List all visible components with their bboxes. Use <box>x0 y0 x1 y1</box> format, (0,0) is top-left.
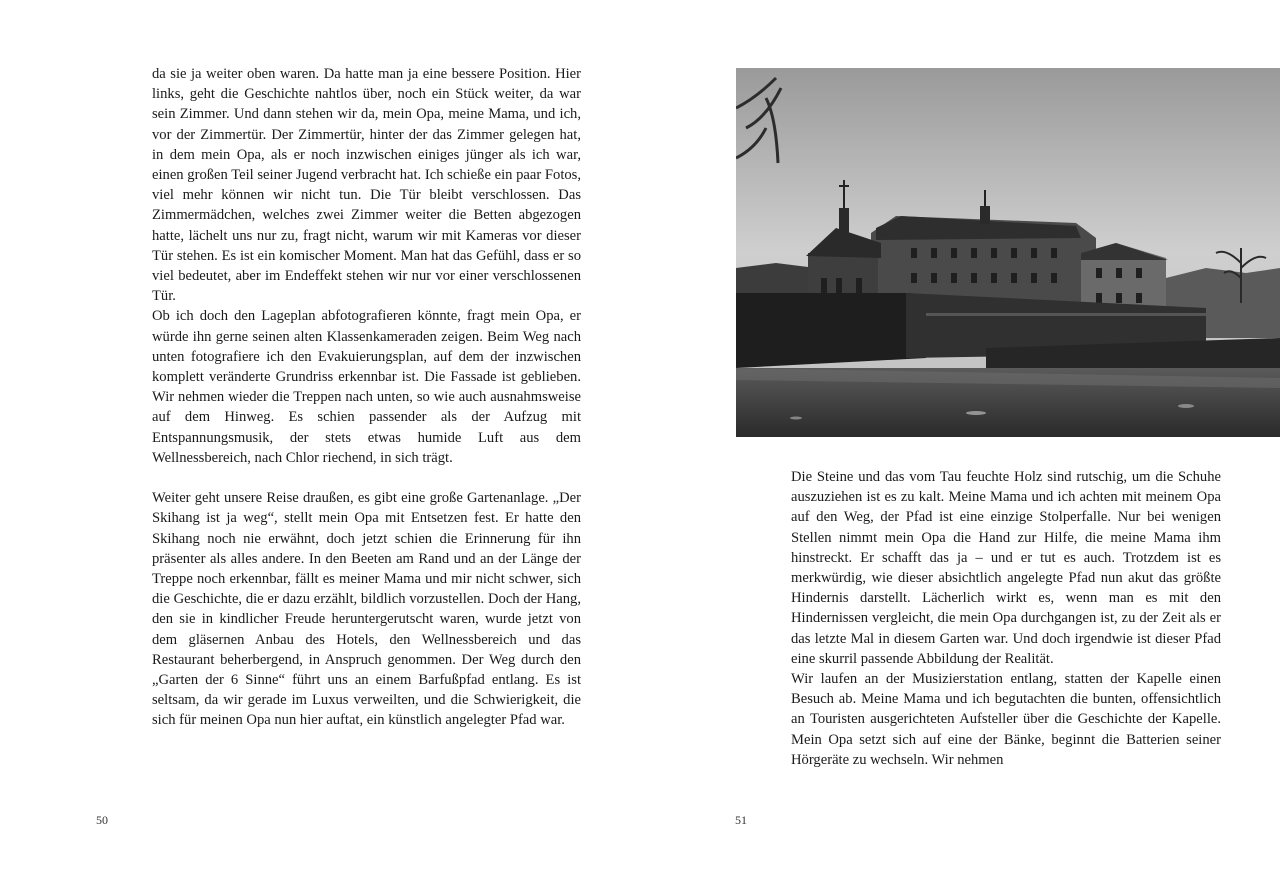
hotel-photo <box>736 68 1280 437</box>
paragraph: da sie ja weiter oben waren. Da hatte man ja eine bessere Position. Hier links, geht die Geschichte nahtlos über, noch ein Stück weiter, da war sein Zimmer. Und dann stehen wir da, mein Opa, meine Mama, und ich, vor der Zimmertür. Der Zimmertür, hinter der das Zimmer gelegen hat, in dem mein Opa, als er noch inzwischen einiges jünger als ich war, einen großen Teil seiner Jugend verbracht hat. Ich schieße ein paar Fotos, viel mehr können wir nicht tun. Die Tür bleibt verschlossen. Das Zimmermädchen, welches zwei Zimmer weiter die Betten abgezogen hatte, lächelt uns nur zu, fragt nicht, warum wir mit Kameras vor dieser Tür stehen. Es ist ein komischer Moment. Man hat das Gefühl, dass er so viel bedeutet, aber im Endeffekt stehen wir nur vor einer verschlossenen Tür. <box>152 66 581 305</box>
photo-hotel-building-icon <box>736 68 1280 437</box>
paragraph: Die Steine und das vom Tau feuchte Holz sind rutschig, um die Schuhe auszuziehen ist es zu kalt. Meine Mama und ich achten mit meinem Opa auf den Weg, der Pfad ist eine einzige Stolperfalle. Nur bei wenigen Stellen nimmt mein Opa die Hand zur Hilfe, die meine Mama ihm hinstreckt. Er schafft das ja – und er tut es auch. Trotzdem ist es merkwürdig, wie dieser absichtlich angelegte Pfad nun akut das größte Hindernis darstellt. Lächerlich wirkt es, wenn man es mit den Hindernissen vergleicht, die mein Opa durchgangen ist, zu der Zeit als er das letzte Mal in diesem Garten war. Und doch irgendwie ist dieser Pfad eine skurril passende Abbildung der Realität. <box>791 469 1221 667</box>
paragraph: Weiter geht unsere Reise draußen, es gibt eine große Gartenanlage. „Der Skihang ist ja weg“, stellt mein Opa mit Entsetzen fest. Er hatte den Skihang noch nie erwähnt, doch jetzt schien die Erinnerung für ihn präsenter als alles andere. In den Beeten am Rand und an der Länge der Treppe noch erkennbar, fällt es meiner Mama und mir nicht schwer, sich die Geschichte, die er dazu erzählt, bildlich vorzustellen. Doch der Hang, den sie in kindlicher Freude heruntergerutscht waren, wurde jetzt von dem gläsernen Anbau des Hotels, den Wellnessbereich und das Restaurant beherbergend, in Anspruch genommen. Der Weg durch den „Garten der 6 Sinne“ führt uns an einem Barfußpfad entlang. Es ist seltsam, da wir gerade im Luxus verweilten, und die Schwierigkeit, die sich für meinen Opa nun hier auftat, ein künstlich angelegter Pfad war. <box>152 490 581 729</box>
right-page <box>640 0 1280 892</box>
paragraph: Ob ich doch den Lageplan abfotografieren könnte, fragt mein Opa, er würde ihn gerne seinen alten Klassenkameraden zeigen. Beim Weg nach unten fotografiere ich den Evakuierungsplan, auf dem der inzwischen komplett veränderte Grundriss erkennbar ist. Die Fassade ist geblieben. Wir nehmen wieder die Treppen nach unten, so wie auch ausnahmsweise auf dem Hinweg. Es schien passender als der Aufzug mit Entspannungsmusik, der stets etwas humide Luft aus dem Wellnessbereich, nach Chlor riechend, in sich trägt. <box>152 308 581 466</box>
left-page-body-text <box>152 64 581 731</box>
page-number-left: 50 <box>96 813 108 827</box>
right-page-body-text <box>791 467 1221 770</box>
paragraph: Wir laufen an der Musizierstation entlang, statten der Kapelle einen Besuch ab. Meine Mama und ich begutachten die bunten, offensichtlich an Touristen ausgerichteten Aufsteller über die Geschichte der Kapelle. Mein Opa setzt sich auf eine der Bänke, beginnt die Batterien seiner Hörgeräte zu wechseln. Wir nehmen <box>791 671 1221 768</box>
page-number-right: 51 <box>735 813 747 827</box>
